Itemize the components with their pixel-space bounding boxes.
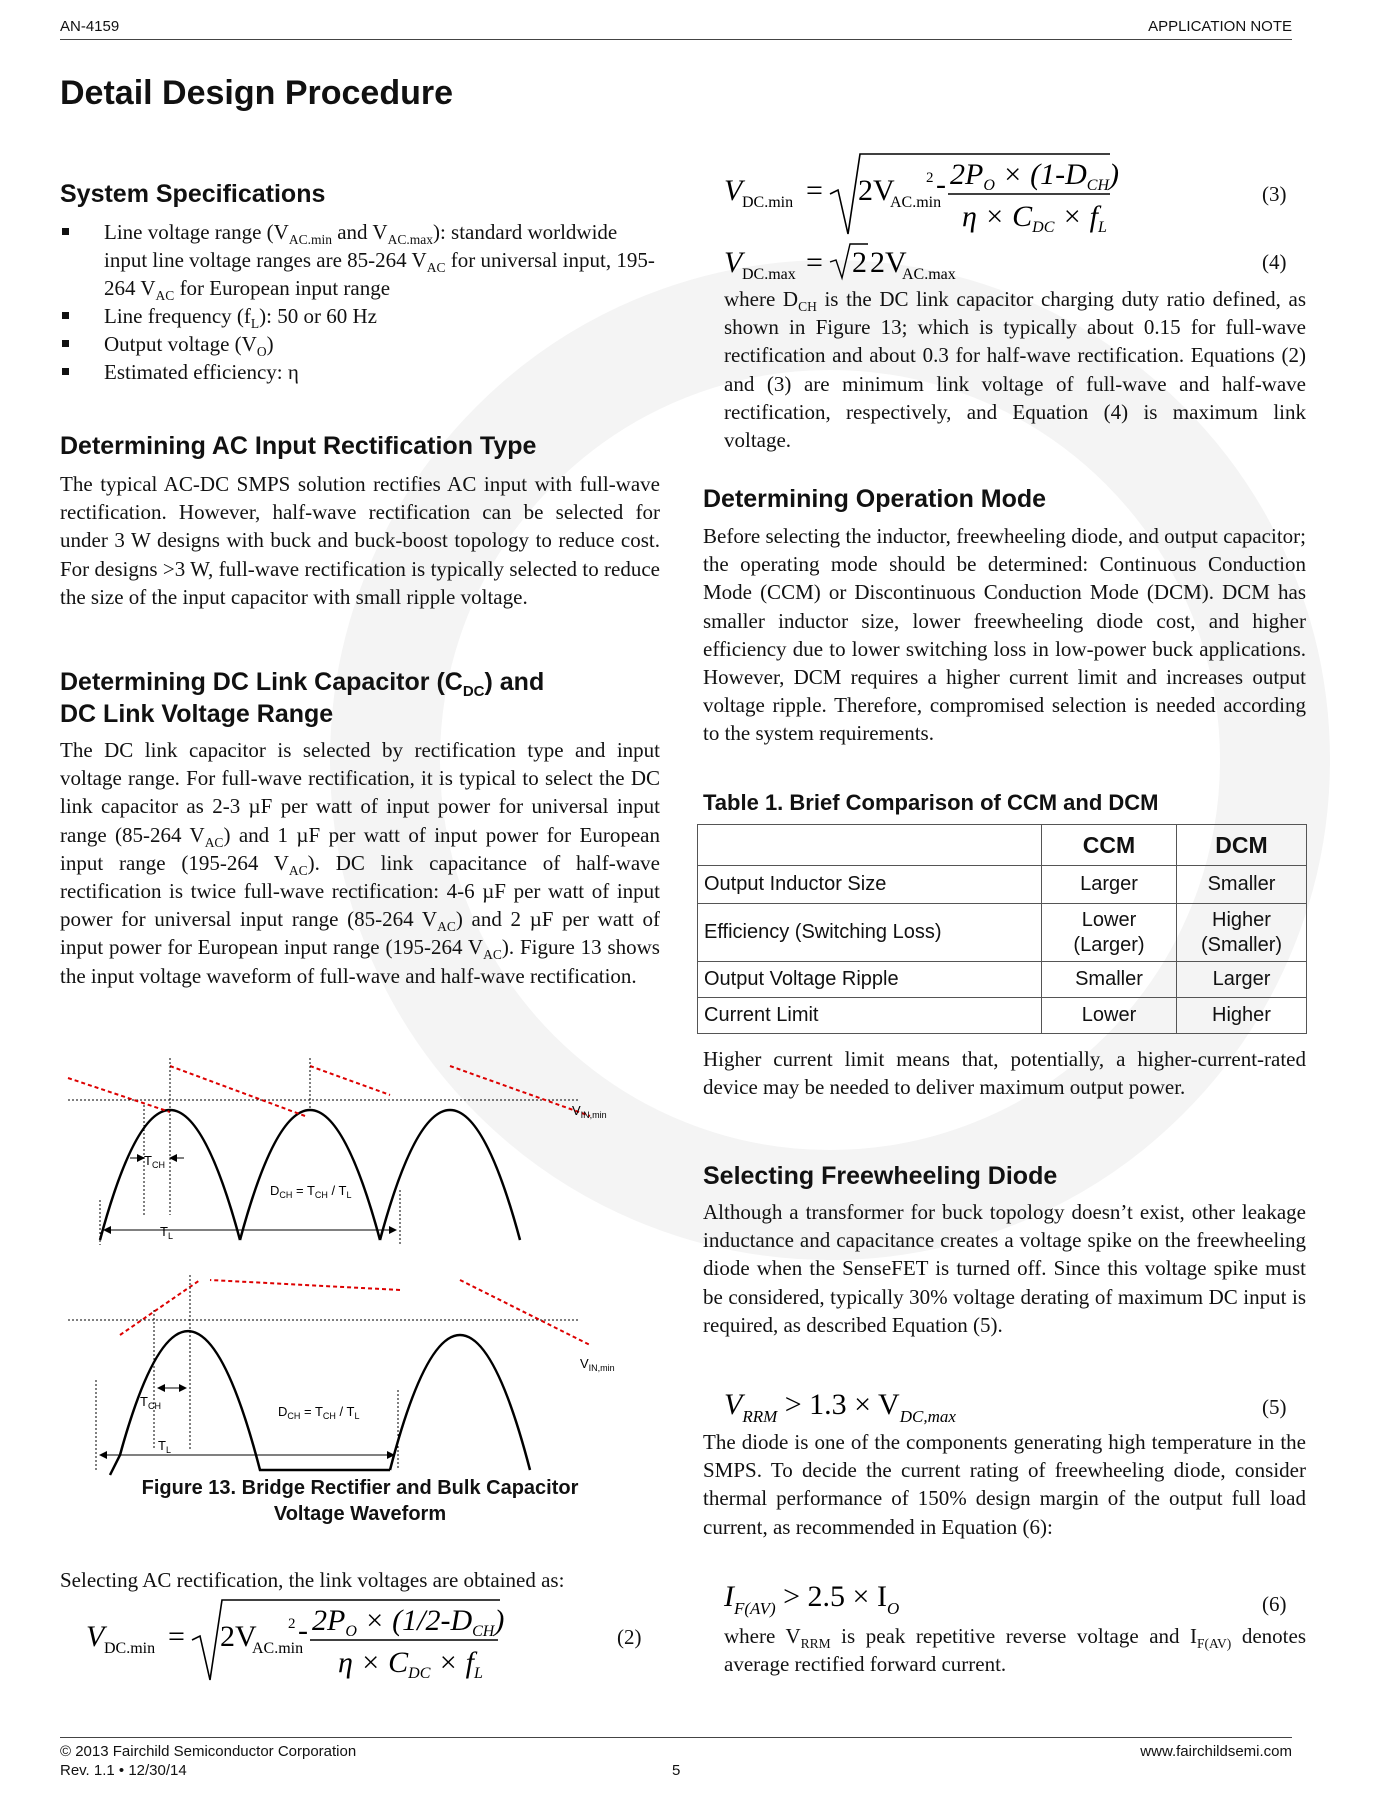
bullet-icon: [62, 228, 69, 235]
footer-copyright: © 2013 Fairchild Semiconductor Corporation: [60, 1743, 357, 1760]
tch-label-top: $T_{CH}$: [144, 1153, 165, 1170]
table-header-cell: DCM: [1177, 825, 1307, 866]
full-wave-arch-3: [380, 1110, 520, 1240]
current-limit-paragraph: Higher current limit means that, potentially, a higher-current-rated device may be needed to deliver maximum output power.: [703, 1047, 1306, 1100]
table-cell: Current Limit: [698, 998, 1042, 1034]
table-cell: Output Inductor Size: [698, 866, 1042, 904]
list-item: Line frequency $(f_L)$: 50 or 60 Hz: [60, 302, 660, 330]
figure-13-waveform: [60, 1050, 660, 1480]
footer-url: www.fairchildsemi.com: [1140, 1743, 1292, 1760]
equation-4-number: (4): [1262, 250, 1287, 274]
heading-dc-link-voltage-range: DC Link Voltage Range: [60, 700, 334, 728]
table-cell: Larger: [1177, 962, 1307, 998]
page-title: Detail Design Procedure: [60, 74, 454, 112]
diode-paragraph: Although a transformer for buck topology doesn’t exist, other leakage inductance and capacitance creates a voltage spike on the freewheeling diode when the SenseFET is turned off. Since this voltage spike must be considered, typically 30% voltage derating of maximum DC input is required, as described Equation (5).: [703, 1200, 1306, 1337]
table-cell: Lower (Larger): [1042, 904, 1177, 962]
svg-text:2V: 2V: [858, 174, 895, 207]
eq3-denominator: $\eta \times C_{DC} \times f_L$: [962, 200, 1107, 236]
equation-2: [80, 1596, 680, 1688]
doc-type: APPLICATION NOTE: [1148, 18, 1292, 35]
heading-freewheeling-diode: Selecting Freewheeling Diode: [703, 1162, 1058, 1190]
equation-5: [718, 1384, 1038, 1432]
eq2-numerator: $2P_O \times (1/2-D_{CH})$: [312, 1604, 505, 1640]
svg-text:VRRM > 1.3 × VDC,max: $V_{RRM} > 1.3 \times V_{DC,max}$: [724, 1388, 956, 1426]
table-header-cell: CCM: [1042, 825, 1177, 866]
svg-text:2: 2: [288, 1616, 296, 1632]
svg-text:=: =: [806, 174, 823, 207]
table-row: [698, 866, 1307, 904]
operation-mode-paragraph: Before selecting the inductor, freewheeling diode, and output capacitor; the operating mode should be determined: Continuous Conduction Mode (CCM) or Discontinuous Conduction Mode (DCM). DCM has smaller inductor size, lower freewheeling diode cost, and higher efficiency due to lower switching loss in low-power buck applications. However, DCM requires a higher current limit and increases output voltage ripple. Therefore, compromised selection is needed according to the system requirements.: [703, 524, 1306, 746]
dch-eq-label-bottom: $D_{CH} = T_{CH} / T_L$: [278, 1404, 360, 1421]
svg-text:AC.min: AC.min: [890, 194, 942, 211]
equation-6-number: (6): [1262, 1592, 1287, 1616]
table-cell: Lower: [1042, 998, 1177, 1034]
svg-text:=: =: [168, 1620, 185, 1653]
eq2-denominator: $\eta \times C_{DC} \times f_L$: [338, 1646, 483, 1682]
equation-5-number: (5): [1262, 1395, 1287, 1419]
diode-rating-paragraph: The diode is one of the components generating high temperature in the SMPS. To decide the current rating of freewheeling diode, consider thermal performance of 150% design margin of the output full load current, as recommended in Equation (6):: [703, 1430, 1306, 1539]
table-row: [698, 904, 1307, 962]
table-cell: Smaller: [1042, 962, 1177, 998]
vin-label-bottom: $V_{IN,min}$: [580, 1356, 615, 1373]
svg-text:-: -: [936, 168, 946, 201]
header-rule: [60, 39, 1292, 40]
rectification-type-paragraph: The typical AC-DC SMPS solution rectifies AC input with full-wave rectification. However, half-wave rectification can be selected for under 3 W designs with buck and buck-boost topology to reduce cost. For designs >3 W, full-wave rectification is typically selected to reduce the size of the input capacitor with small ripple voltage.: [60, 472, 660, 609]
figure-13-caption: Figure 13. Bridge Rectifier and Bulk Capacitor Voltage Waveform: [141, 1477, 579, 1525]
doc-id: AN-4159: [60, 18, 120, 35]
equation-3-number: (3): [1262, 182, 1287, 206]
equation-2-number: (2): [617, 1625, 642, 1649]
table-header-row: [698, 825, 1307, 866]
vin-label-top: $V_{IN,min}$: [572, 1103, 607, 1120]
dch-definition-paragraph: where $D_{CH}$ is the DC link capacitor charging duty ratio defined, as shown in Figure 13; which is typically about 0.15 for full-wave rectification and about 0.3 for half-wave rectification. Equations (2) and (3) are minimum link voltage of full-wave and half-wave rectification, respectively, and Equation (4) is maximum link voltage.: [724, 287, 1306, 453]
table-cell: Higher (Smaller): [1177, 904, 1307, 962]
heading-rectification-type: Determining AC Input Rectification Type: [60, 432, 537, 460]
svg-text:AC.min: AC.min: [252, 1640, 304, 1657]
after-figure-paragraph: Selecting AC rectification, the link voltages are obtained as:: [60, 1568, 565, 1592]
footer-revision: Rev. 1.1 • 12/30/14: [60, 1762, 187, 1779]
svg-text:2: 2: [852, 246, 867, 279]
equation-3: [718, 150, 1138, 242]
svg-text:2V: 2V: [220, 1620, 257, 1653]
svg-text:DC.min: DC.min: [104, 1640, 156, 1657]
svg-text:V: V: [86, 1620, 105, 1653]
table-cell: Output Voltage Ripple: [698, 962, 1042, 998]
comparison-table: [697, 824, 1307, 1034]
tl-label-top: $T_L$: [160, 1224, 173, 1241]
equation-4: [718, 240, 1018, 288]
dch-eq-label-top: $D_{CH} = T_{CH} / T_L$: [270, 1183, 352, 1200]
bullet-icon: [62, 368, 69, 375]
tl-label-bottom: $T_L$: [158, 1438, 171, 1455]
table-cell: Efficiency (Switching Loss): [698, 904, 1042, 962]
svg-text:AC.max: AC.max: [902, 266, 956, 283]
table-1-title: Table 1. Brief Comparison of CCM and DCM: [703, 790, 1159, 815]
dc-link-paragraph: The DC link capacitor is selected by rectification type and input voltage range. For full-wave rectification, it is typical to select the DC link capacitor as 2-3 µF per watt of input power for universal input range (85-264 $V_{AC}$) and 1 µF per watt of input power for European input range (195-264 $V_{AC}$). DC link capacitance of half-wave rectification is twice full-wave rectification: 4-6 µF per watt of input power for universal input range (85-264 $V_{AC}$) and 2 µF per watt of input power for European input range (195-264 $V_{AC}$). Figure 13 shows the input voltage waveform of full-wave and half-wave rectification.: [60, 738, 660, 988]
heading-operation-mode: Determining Operation Mode: [703, 485, 1047, 513]
eq3-numerator: $2P_O \times (1-D_{CH})$: [950, 158, 1120, 194]
table-row: [698, 962, 1307, 998]
page-number: 5: [672, 1762, 681, 1779]
svg-text:DC.max: DC.max: [742, 266, 796, 283]
list-item: Line voltage range ($V_{AC.min}$ and $V_{AC.max}$): standard worldwide input line voltage ranges are 85-264 $V_{AC}$ for universal input, 195-264 $V_{AC}$ for European input range: [60, 218, 660, 302]
svg-text:V: V: [724, 246, 743, 279]
svg-text:-: -: [298, 1614, 308, 1647]
heading-dc-link-capacitor: Determining DC Link Capacitor $(C_{DC})$ and: [60, 668, 545, 700]
half-wave-arch-2: [390, 1335, 530, 1470]
footer-rule: [60, 1737, 1292, 1738]
table-row: [698, 998, 1307, 1034]
tch-label-bottom: $T_{CH}$: [140, 1394, 161, 1411]
bullet-icon: [62, 312, 69, 319]
vrrm-definition-paragraph: where $V_{RRM}$ is peak repetitive reverse voltage and $I_{F(AV)}$ denotes average rectified forward current.: [724, 1624, 1306, 1677]
full-wave-arch-2: [240, 1110, 380, 1240]
equation-6: [718, 1576, 1038, 1626]
svg-text:IF(AV) > 2.5 × IO: $I_{F(AV)} > 2.5 \times I_O$: [724, 1580, 900, 1618]
table-cell: Smaller: [1177, 866, 1307, 904]
table-cell: Larger: [1042, 866, 1177, 904]
list-item: Output voltage $(V_O)$: [60, 330, 660, 358]
svg-text:DC.min: DC.min: [742, 194, 794, 211]
svg-text:2V: 2V: [870, 246, 907, 279]
bullet-icon: [62, 340, 69, 347]
svg-text:2: 2: [926, 170, 934, 186]
list-item: Estimated efficiency: η: [60, 358, 660, 386]
table-cell: Higher: [1177, 998, 1307, 1034]
heading-system-specifications: System Specifications: [60, 180, 326, 208]
table-header-cell: [698, 825, 1042, 866]
spec-list: [60, 218, 660, 386]
svg-text:V: V: [724, 174, 743, 207]
svg-text:=: =: [806, 246, 823, 279]
